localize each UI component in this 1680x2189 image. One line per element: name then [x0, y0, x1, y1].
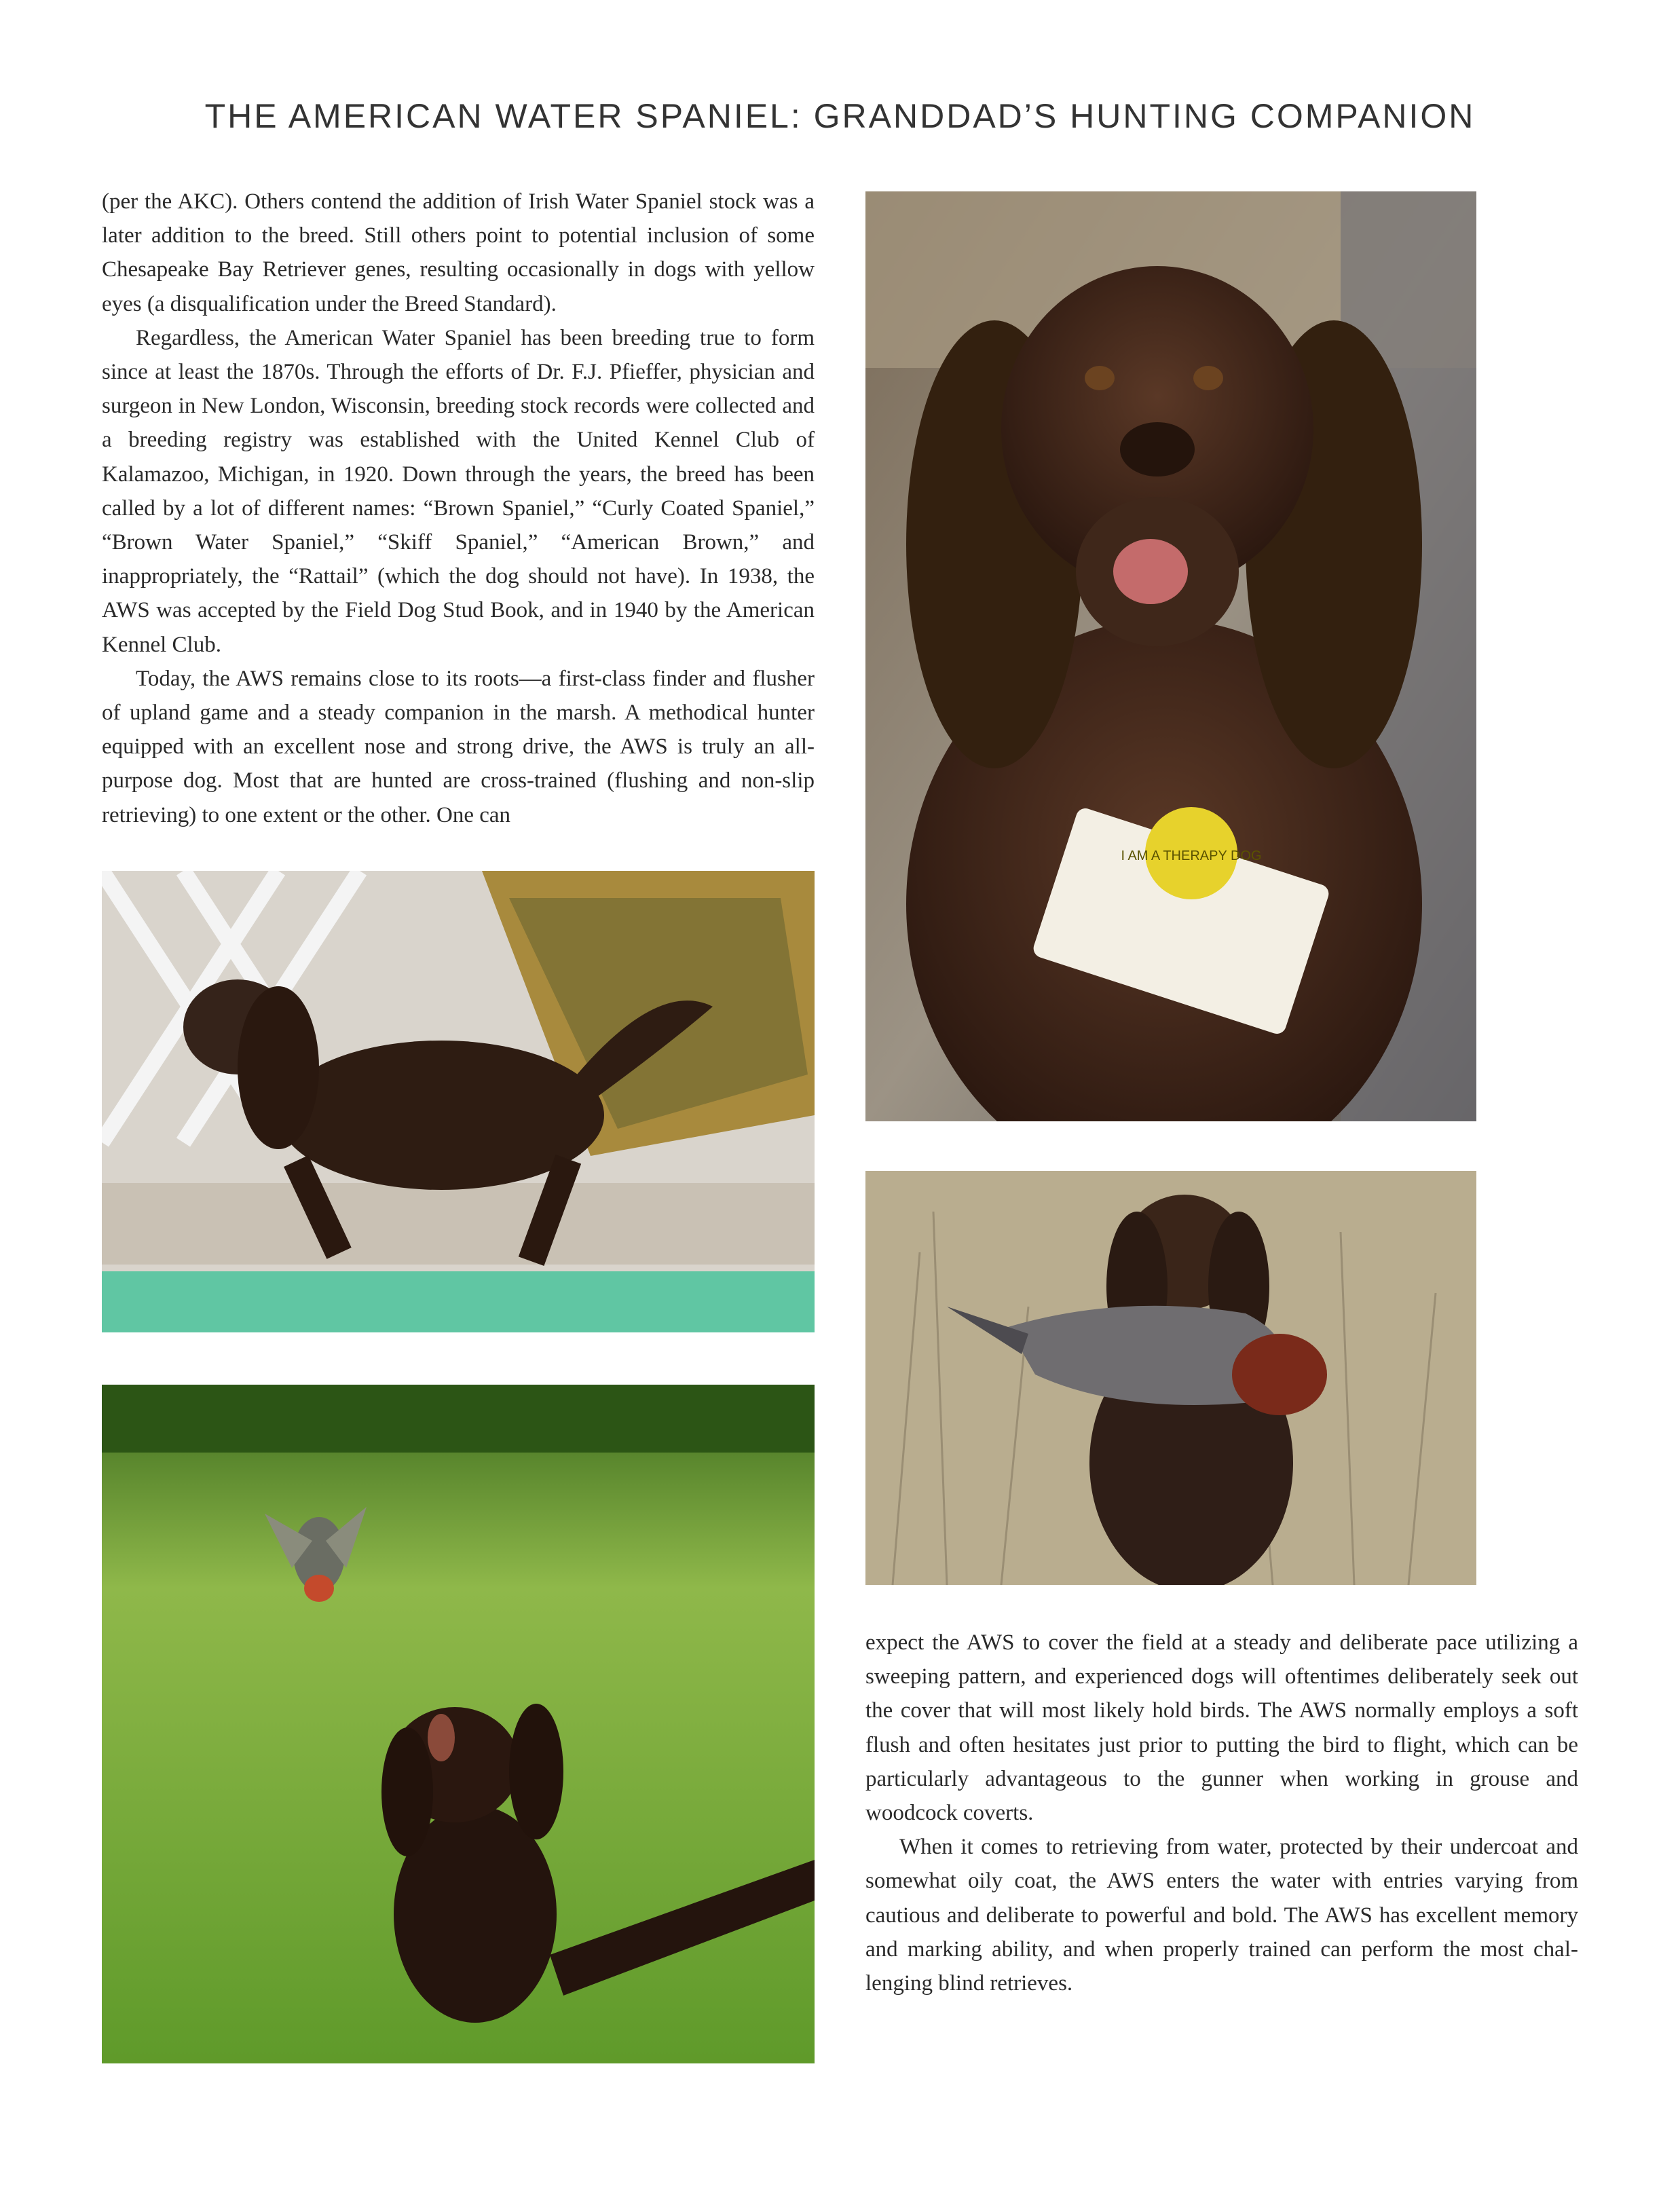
running-title: THE AMERICAN WATER SPANIEL: GRANDDAD’S HUNTING COMPANION — [204, 97, 1476, 135]
paragraph: (per the AKC). Others contend the addition of Irish Water Spaniel stock was a later addition to the breed. Still others point to potential inclusion of some Chesapeake Bay Retriever genes, resulting occasionally in dogs with yellow eyes (a disqualification under the Breed Standard). — [102, 189, 815, 316]
duck-retrieve-photo — [865, 1171, 1476, 1585]
paragraph: expect the AWS to cover the field at a steady and deliberate pace utilizing a sweeping pattern, and experienced dogs will oftentimes deliberately seek out the cover that will most likely hold birds. The AWS normally employs a soft flush and often hesitates just prior to putting the bird to flight, which can be particularly advantageous to the gunner when working in grouse and woodcock coverts. — [865, 1630, 1578, 1826]
left-text-column — [102, 185, 815, 832]
paragraph: Today, the AWS remains close to its roots—a first-class finder and flusher of upland game and a steady companion in the marsh. A methodical hunter equipped with an excellent nose and strong drive, the AWS is truly an all-purpose dog. Most that are hunted are cross-trained (flushing and non-slip retrieving) to one extent or the other. One can — [102, 666, 815, 827]
therapy-tag-text: I AM A THERAPY DOG — [1121, 848, 1262, 863]
paragraph: When it comes to retrieving from water, protected by their undercoat and somewhat oily coat, the AWS enters the water with entries varying from cautious and deliberate to powerful and bold. The AWS has excellent memory and marking ability, and when properly trained can perform the most challenging blind retrieves. — [865, 1835, 1578, 1996]
right-text-column — [865, 1626, 1578, 2000]
paragraph: Regardless, the American Water Spaniel has been breeding true to form since at least the 1870s. Through the efforts of Dr. F.J. Pfieffer, physician and surgeon in New London, Wisconsin, breeding stock records were collected and a breeding registry was established with the United Kennel Club of Kalamazoo, Michigan, in 1920. Down through the years, the breed has been called by a lot of different names: “Brown Spaniel,” “Curly Coated Spaniel,” “Brown Water Spaniel,” “Skiff Spaniel,” “American Brown,” and inappropriately, the “Rattail” (which the dog should not have). In 1938, the AWS was accepted by the Field Dog Stud Book, and in 1940 by the American Kennel Club. — [102, 325, 815, 657]
therapy-dog-photo — [865, 191, 1476, 1121]
show-ring-photo — [102, 871, 815, 1332]
flushing-photo — [102, 1385, 815, 2063]
